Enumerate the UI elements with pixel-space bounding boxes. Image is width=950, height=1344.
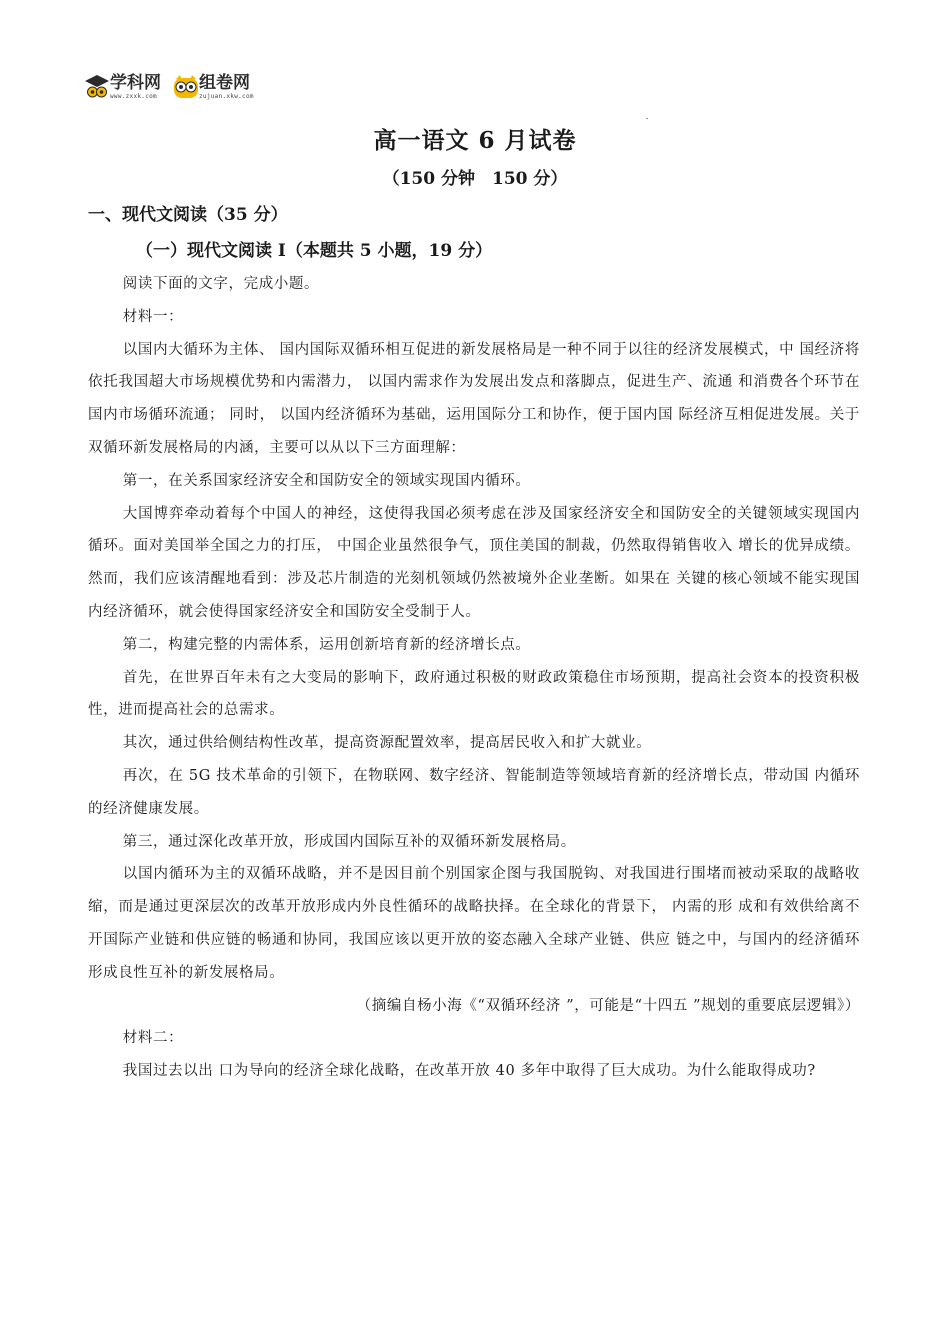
paragraph: 第二，构建完整的内需体系，运用创新培育新的经济增长点。	[122, 636, 531, 653]
paragraph: 以国内大循环为主体、 国内国际双循环相互促进的新发展格局是一种不同于以往的经济发展模式，中 国经济将依托我国超大市场规模优势和内需潜力， 以国内需求作为发展出发点和落脚点，促进生产、流通 和消费各个环节在国内市场循环流通； 同时， 以国内经济循环为基础，运用国际分工和协作，便于国内国 际经济互相促进发展。关于双循环新发展格局的内涵，主要可以从以下三方面理解：	[88, 341, 860, 456]
exam-title: 高一语文 6 月试卷	[373, 127, 577, 154]
zujuan-logo[interactable]	[173, 74, 254, 100]
paragraph: 第一，在关系国家经济安全和国防安全的领域实现国内循环。	[122, 472, 531, 489]
zxxk-logo-name: 学科网	[110, 72, 161, 93]
zujuan-logo-name: 组卷网	[199, 72, 250, 93]
graduation-cap-icon	[84, 73, 110, 101]
paragraph: 大国博弈牵动着每个中国人的神经，这使得我国必须考虑在涉及国家经济安全和国防安全的关键领域实现国内循环。面对美国举全国之力的打压， 中国企业虽然很争气，顶住美国的制裁，仍然取得销售收入 增长的优异成绩。然而，我们应该清醒地看到：涉及芯片制造的光刻机领域仍然被境外企业垄断。如果在 关键的核心领域不能实现国内经济循环，就会使得国家经济安全和国防安全受制于人。	[88, 505, 860, 620]
zxxk-logo-domain: www.zxxk.com	[110, 92, 157, 100]
zxxk-logo[interactable]	[84, 73, 161, 101]
paragraph: 其次，通过供给侧结构性改革，提高资源配置效率，提高居民收入和扩大就业。	[122, 735, 652, 752]
source-citation: （摘编自杨小海《“双循环经济 ”，可能是“十四五 ”规划的重要底层逻辑》）	[356, 997, 860, 1014]
stray-mark	[646, 118, 648, 119]
paragraph: 再次，在 5G 技术革命的引领下，在物联网、数字经济、智能制造等领域培育新的经济增长点，带动国 内循环的经济健康发展。	[88, 767, 860, 817]
material1-label: 材料一：	[122, 308, 184, 325]
owl-icon	[173, 74, 199, 100]
paragraph: 以国内循环为主的双循环战略，并不是因目前个别国家企图与我国脱钩、对我国进行围堵而被动采取的战略收缩，而是通过更深层次的改革开放形成内外良性循环的战略抉择。在全球化的背景下， 内需的形 成和有效供给离不开国际产业链和供应链的畅通和协同，我国应该以更开放的姿态融入全球产业链、供应 链之中，与国内的经济循环形成良性互补的新发展格局。	[88, 866, 860, 981]
instruction-text: 阅读下面的文字，完成小题。	[122, 276, 320, 292]
paragraph: 首先，在世界百年未有之大变局的影响下，政府通过积极的财政政策稳住市场预期，提高社会资本的投资积极性，进而提高社会的总需求。	[88, 669, 860, 719]
part-heading: （一）现代文阅读 Ⅰ（本题共 5 小题，19 分）	[136, 241, 493, 261]
zujuan-logo-domain: zujuan.xkw.com	[199, 92, 254, 100]
exam-subtitle: （150 分钟 150 分）	[382, 169, 568, 189]
header-logos	[84, 70, 266, 104]
material2-label: 材料二：	[122, 1030, 184, 1047]
paragraph: 我国过去以出 口为导向的经济全球化战略，在改革开放 40 多年中取得了巨大成功。为什么能取得成功?	[122, 1063, 816, 1080]
section-heading: 一、现代文阅读（35 分）	[88, 205, 288, 225]
passage	[88, 268, 860, 1088]
paragraph: 第三，通过深化改革开放，形成国内国际互补的双循环新发展格局。	[122, 833, 576, 850]
